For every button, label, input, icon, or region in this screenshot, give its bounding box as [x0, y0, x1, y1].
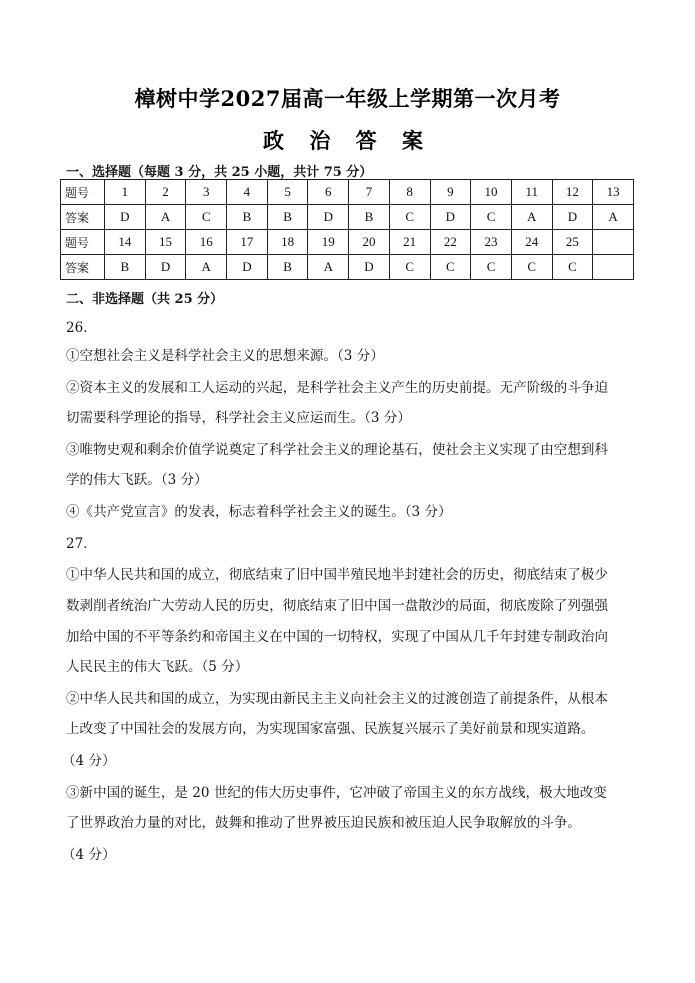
answer-text-line: 切需要科学理论的指导，科学社会主义应运而生。（3 分）: [66, 410, 411, 426]
answer-text-line: ①中华人民共和国的成立，彻底结束了旧中国半殖民地半封建社会的历史，彻底结束了极少: [66, 567, 608, 583]
answer-cell: D: [105, 205, 146, 230]
row-label-question-number: 题号: [61, 230, 105, 255]
answer-text-line: （4 分）: [62, 847, 116, 863]
answer-cell: B: [267, 255, 308, 280]
answer-text-line: ③新中国的诞生，是 20 世纪的伟大历史事件，它冲破了帝国主义的东方战线，极大地改变: [66, 785, 607, 801]
answer-cell: B: [227, 205, 268, 230]
answer-text-line: 26．: [66, 320, 97, 336]
question-number-cell: 25: [552, 230, 593, 255]
question-number-cell: 18: [267, 230, 308, 255]
question-number-cell: 20: [349, 230, 390, 255]
answer-cell: B: [349, 205, 390, 230]
question-number-cell: 11: [511, 180, 552, 205]
question-number-cell: 4: [227, 180, 268, 205]
answer-table: [60, 179, 634, 280]
answer-text-line: 数剥削者统治广大劳动人民的历史，彻底结束了旧中国一盘散沙的局面，彻底废除了列强强: [66, 598, 608, 614]
answer-text-line: （4 分）: [62, 753, 116, 769]
answer-text-line: ③唯物史观和剩余价值学说奠定了科学社会主义的理论基石，使社会主义实现了由空想到科: [66, 442, 608, 458]
question-number-cell: 13: [593, 180, 634, 205]
answer-text-line: 上改变了中国社会的发展方向，为实现国家富强、民族复兴展示了美好前景和现实道路。: [66, 721, 595, 737]
section-multiple-choice-heading: 一、选择题（每题 3 分，共 25 小题，共计 75 分）: [66, 165, 373, 180]
answer-cell: C: [511, 255, 552, 280]
answer-text-line: 加给中国的不平等条约和帝国主义在中国的一切特权，实现了中国从几千年封建专制政治向: [66, 629, 608, 645]
answer-text-line: 27．: [66, 536, 97, 552]
question-number-cell: 22: [430, 230, 471, 255]
answer-cell: A: [145, 205, 186, 230]
question-number-row: [61, 230, 634, 255]
answer-cell: C: [389, 255, 430, 280]
row-label-question-number: 题号: [61, 180, 105, 205]
question-number-cell: 19: [308, 230, 349, 255]
section-free-response-heading: 二、非选择题（共 25 分）: [66, 292, 224, 307]
question-number-cell: 1: [105, 180, 146, 205]
question-number-cell: 15: [145, 230, 186, 255]
question-number-row: [61, 180, 634, 205]
answer-cell: C: [552, 255, 593, 280]
answer-cell: [593, 255, 634, 280]
answer-row: [61, 255, 634, 280]
question-number-cell: 6: [308, 180, 349, 205]
answer-cell: A: [308, 255, 349, 280]
answer-cell: C: [471, 205, 512, 230]
answer-cell: C: [430, 255, 471, 280]
answer-cell: A: [511, 205, 552, 230]
answer-cell: C: [471, 255, 512, 280]
answer-text-line: 学的伟大飞跃。（3 分）: [66, 472, 208, 488]
question-number-cell: 2: [145, 180, 186, 205]
answer-cell: A: [186, 255, 227, 280]
answer-cell: D: [145, 255, 186, 280]
question-number-cell: 14: [105, 230, 146, 255]
answer-cell: D: [227, 255, 268, 280]
answer-cell: D: [552, 205, 593, 230]
answer-text-line: ④《共产党宣言》的发表，标志着科学社会主义的诞生。（3 分）: [66, 504, 452, 520]
question-number-cell: 8: [389, 180, 430, 205]
answer-cell: C: [186, 205, 227, 230]
row-label-answer: 答案: [61, 255, 105, 280]
question-number-cell: 21: [389, 230, 430, 255]
row-label-answer: 答案: [61, 205, 105, 230]
answer-text-line: 了世界政治力量的对比，鼓舞和推动了世界被压迫民族和被压迫人民争取解放的斗争。: [66, 815, 581, 831]
question-number-cell: 17: [227, 230, 268, 255]
question-number-cell: 10: [471, 180, 512, 205]
answer-text-line: ②中华人民共和国的成立，为实现由新民主主义向社会主义的过渡创造了前提条件，从根本: [66, 691, 608, 707]
exam-title: 樟树中学2027届高一年级上学期第一次月考: [134, 86, 561, 111]
subject-title: 政 治 答 案: [263, 128, 432, 153]
answer-cell: B: [105, 255, 146, 280]
answer-row: [61, 205, 634, 230]
question-number-cell: 24: [511, 230, 552, 255]
question-number-cell: 7: [349, 180, 390, 205]
answer-cell: D: [430, 205, 471, 230]
answer-cell: C: [389, 205, 430, 230]
answer-text-line: 人民民主的伟大飞跃。（5 分）: [66, 659, 249, 675]
answer-cell: A: [593, 205, 634, 230]
question-number-cell: 12: [552, 180, 593, 205]
question-number-cell: 5: [267, 180, 308, 205]
answer-cell: B: [267, 205, 308, 230]
question-number-cell: 9: [430, 180, 471, 205]
answer-cell: D: [349, 255, 390, 280]
answer-text-line: ①空想社会主义是科学社会主义的思想来源。（3 分）: [66, 348, 384, 364]
question-number-cell: 23: [471, 230, 512, 255]
question-number-cell: [593, 230, 634, 255]
answer-text-line: ②资本主义的发展和工人运动的兴起，是科学社会主义产生的历史前提。无产阶级的斗争迫: [66, 380, 608, 396]
question-number-cell: 16: [186, 230, 227, 255]
answer-cell: D: [308, 205, 349, 230]
question-number-cell: 3: [186, 180, 227, 205]
